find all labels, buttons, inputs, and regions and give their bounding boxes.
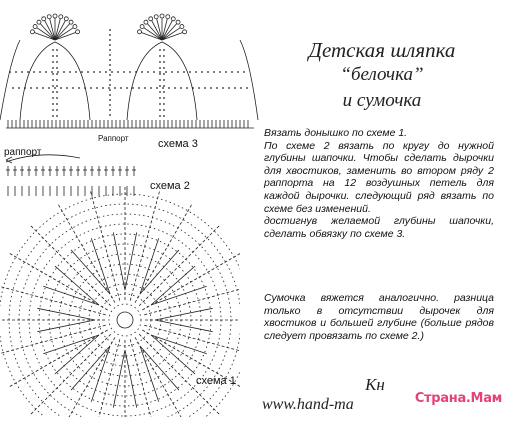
title-line2: “белочка” bbox=[340, 64, 424, 85]
scheme2-label: схема 2 bbox=[150, 180, 190, 192]
scheme1-label: схема 1 bbox=[196, 375, 236, 387]
signature-line2: www.hand-ma bbox=[262, 396, 354, 413]
signature-line1: Кн bbox=[365, 375, 385, 394]
rapport-outer-label: раппорт bbox=[4, 147, 42, 158]
instructions bbox=[264, 127, 494, 240]
title-line3: и сумочка bbox=[342, 90, 422, 111]
instruction-p4: Сумочка вяжется аналогично. разница только в отсутствии дырочек для хвостиков и большей глубине (больше рядов следует провязать по схеме 2.) bbox=[264, 292, 494, 342]
title-line1: Детская шляпка bbox=[308, 38, 456, 62]
instruction-p2: По схеме 2 вязать по кругу до нужной глубины шапочки. Чтобы сделать дырочки для хвостиков, заменить во втором ряду 2 раппорта на 12 воздушных петель для каждой дырочки. следующий ряд вязать по схеме без изменений. bbox=[264, 139, 494, 215]
site-watermark: Страна.Мам bbox=[414, 391, 502, 406]
scheme3-label: схема 3 bbox=[158, 138, 198, 150]
instruction-p3: достигнув желаемой глубины шапочки, сделать обвязку по схеме 3. bbox=[264, 215, 494, 240]
instructions-bag bbox=[264, 292, 494, 342]
rapport-inner-label: Раппорт bbox=[98, 134, 129, 143]
instruction-p1: Вязать донышко по схеме 1. bbox=[264, 127, 408, 139]
